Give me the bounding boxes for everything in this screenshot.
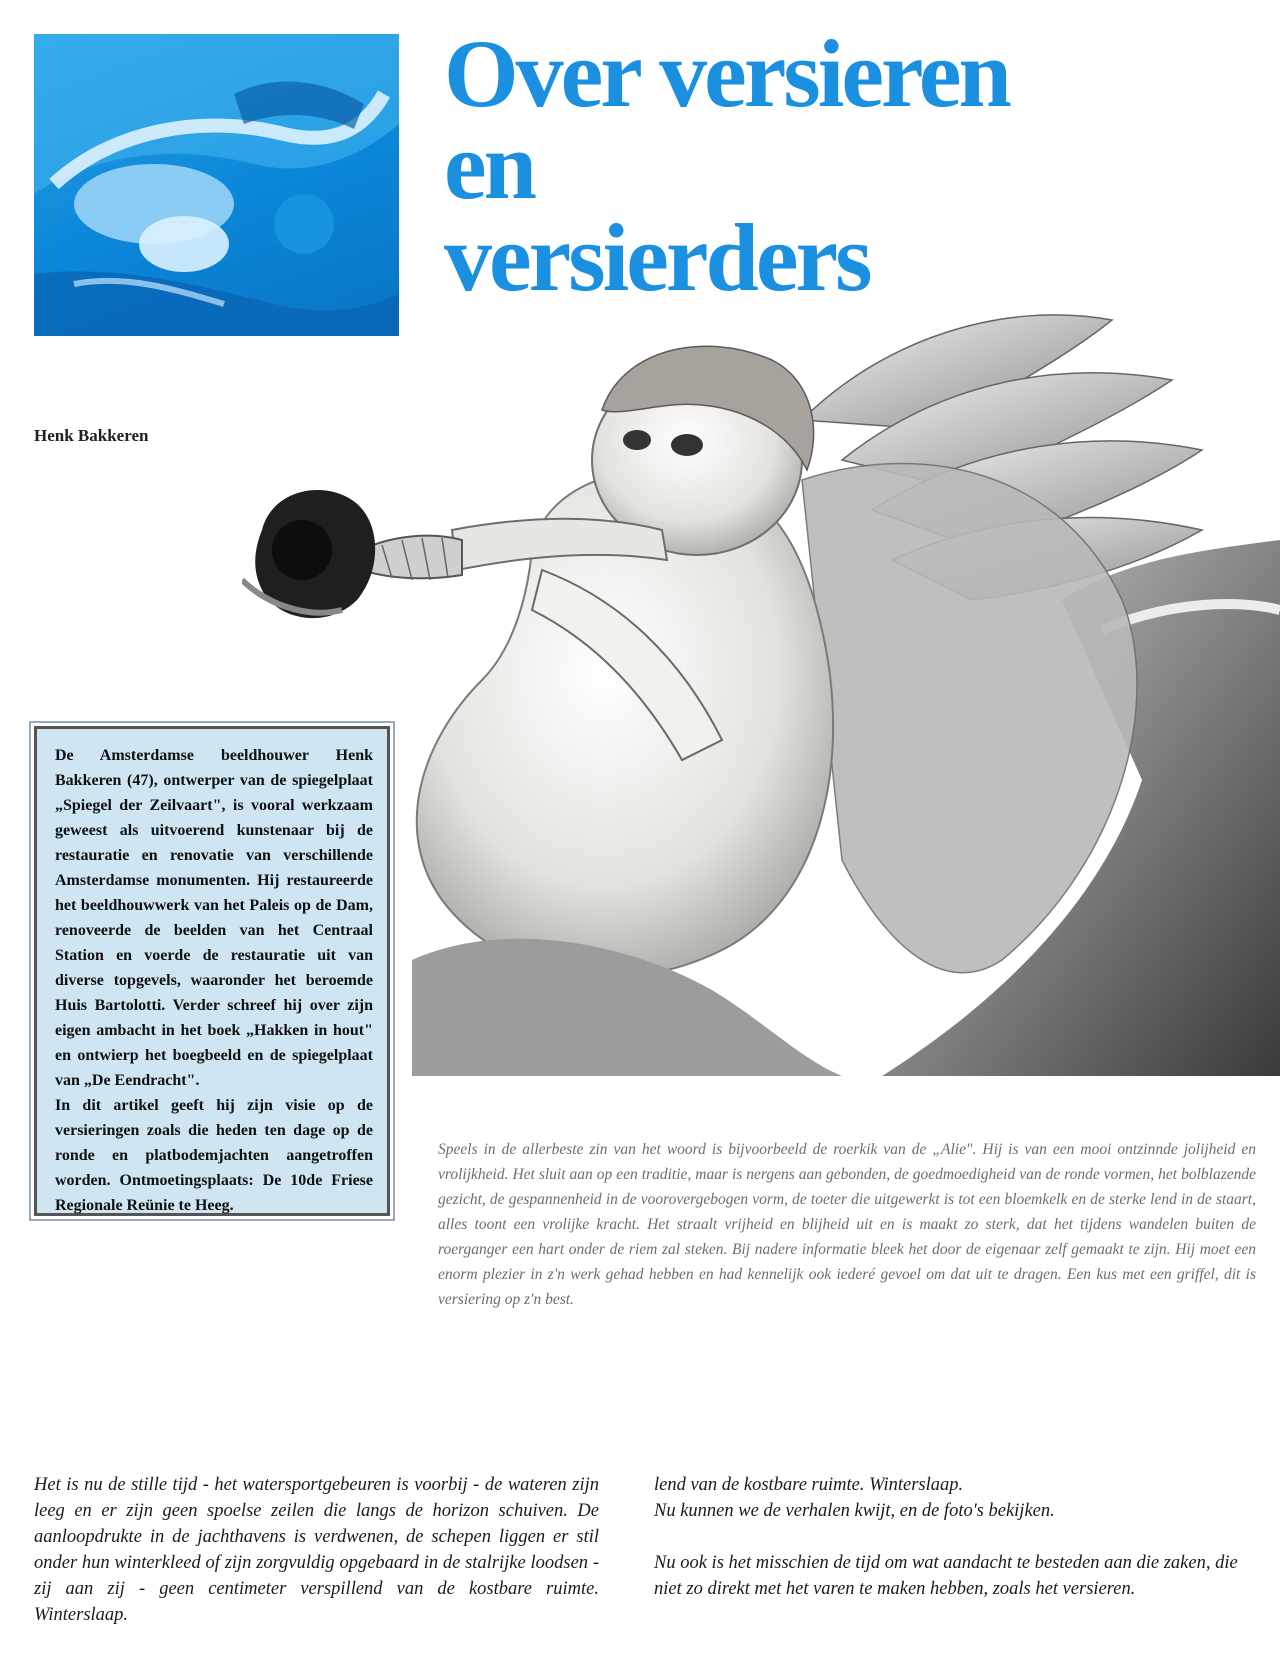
body-paragraph: Nu ook is het misschien de tijd om wat aandacht te besteden aan die zaken, die niet zo direkt met het varen te maken hebben, zoals het versieren.	[654, 1553, 1238, 1599]
body-paragraph: Het is nu de stille tijd - het watersportgebeuren is voorbij - de wateren zijn leeg en er zijn geen spoelse zeilen die langs de horizon schuiven. De aanloopdrukte in de jachthavens is verdwenen, de schepen liggen er stil onder hun winterkleed of zijn zorgvuldig opgebaard in de stalrijke loodsen - zij aan zij - geen centimeter verspillend van de kostbare ruimte. Winterslaap.	[34, 1475, 599, 1625]
intro-paragraph: De Amsterdamse beeldhouwer Henk Bakkeren (47), ontwerper van de spiegelplaat „Spiegel der Zeilvaart", is vooral werkzaam geweest als uitvoerend kunstenaar bij de restauratie en renovatie van verschillende Amsterdamse monumenten. Hij restaureerde het beeldhouwwerk van het Paleis op de Dam, renoveerde de beelden van het Centraal Station en voerde de restauratie uit van diverse topgevels, waaronder het beroemde Huis Bartolotti. Verder schreef hij over zijn eigen ambacht in het boek „Hakken in hout" en ontwierp het boegbeeld en de spiegelplaat van „De Eendracht".	[55, 747, 373, 1089]
intro-paragraph: In dit artikel geeft hij zijn visie op de versieringen zoals die heden ten dage op de ronde en platbodemjachten aangetroffen worden. Ontmoetingsplaats: De 10de Friese Regionale Reünie te Heeg.	[55, 1097, 373, 1214]
intro-box	[34, 726, 390, 1216]
body-column-left	[34, 1472, 599, 1654]
blue-detail-photo	[34, 34, 399, 336]
photo-caption: Speels in de allerbeste zin van het woord is bijvoorbeeld de roerkik van de „Alie". Hij is van een mooi ontzinnde jolijheid en vrolijkheid. Het sluit aan op een traditie, maar is nergens aan gebonden, de goedmoedigheid van de ronde vormen, het bolblazende gezicht, de gespannenheid in de voorovergebogen vorm, de toeter die uitgewerkt is tot een bloemkelk en de sterke lend in de staart, alles toont een vrolijke kracht. Het straalt vrijheid en blijheid uit en is maakt zo sterk, dat het tijdens wandelen buiten de roerganger een hart onder de riem zal steken. Bij nadere informatie bleek het door de eigenaar zelf gemaakt te zijn. Hij moet een enorm plezier in z'n werk gehad hebben en had kennelijk ook iederé gevoel om dat uit te dragen. Een kus met een griffel, dit is versiering op z'n best.	[438, 1141, 1256, 1308]
cherub-carving-photo	[242, 300, 1280, 1076]
title-line: Over versieren	[444, 20, 1009, 127]
author-byline: Henk Bakkeren	[34, 426, 149, 445]
title-line: en	[444, 112, 534, 219]
body-paragraph: lend van de kostbare ruimte. Winterslaap. Nu kunnen we de verhalen kwijt, en de foto's bekijken.	[654, 1475, 1055, 1521]
article-title	[444, 20, 1009, 311]
body-column-right	[654, 1472, 1254, 1628]
title-line: versierders	[444, 204, 870, 311]
